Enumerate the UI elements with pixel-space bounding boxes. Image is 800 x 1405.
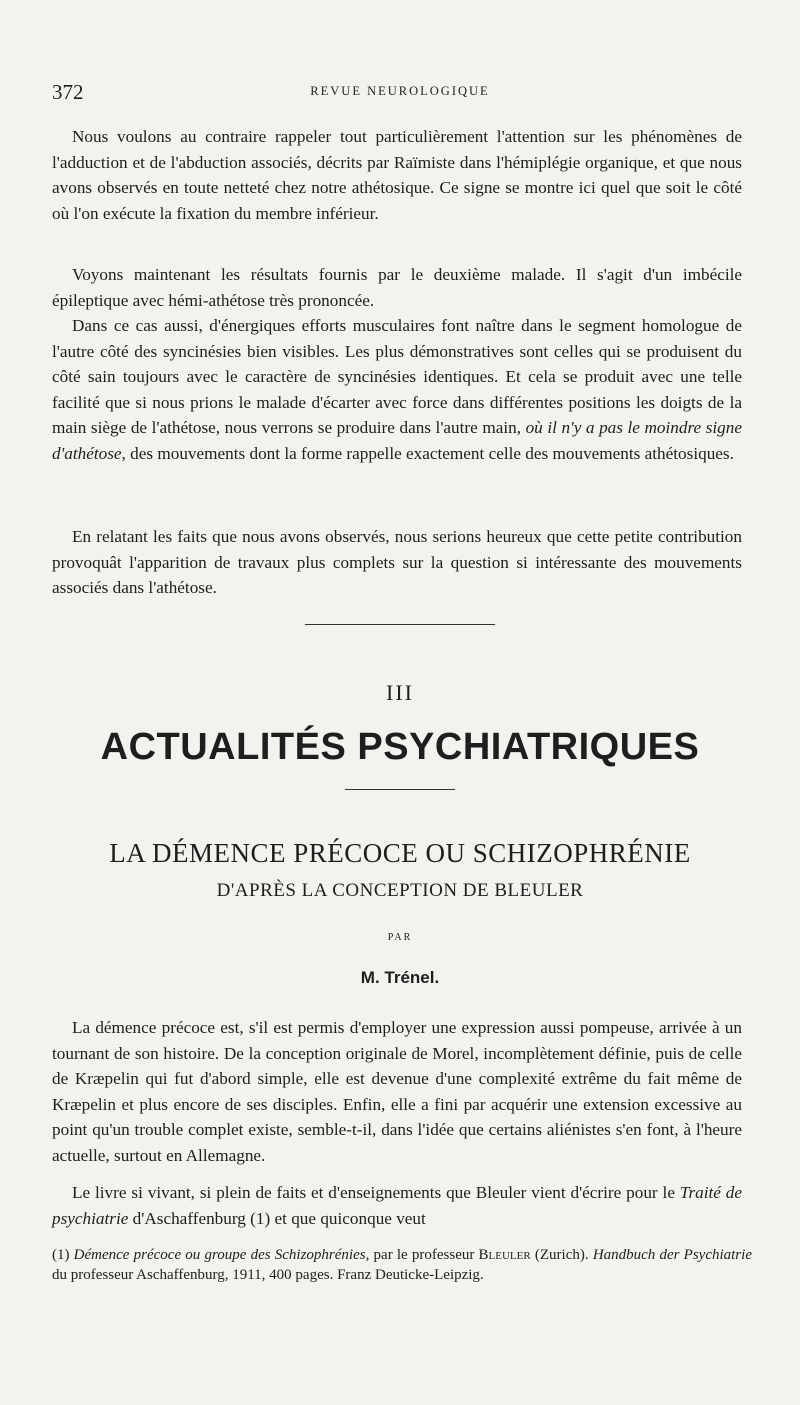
article-paragraph-bleuler-end: d'Aschaffenburg (1) et que quiconque veut: [128, 1208, 426, 1228]
footnote-number: (1): [52, 1247, 74, 1263]
title-divider: [345, 789, 455, 790]
footnote-book-title: Démence précoce ou groupe des Schizophrénies,: [73, 1247, 370, 1263]
section-title: ACTUALITÉS PSYCHIATRIQUES: [100, 726, 700, 768]
running-title: REVUE NEUROLOGIQUE: [310, 84, 490, 98]
paragraph-second-patient: Voyons maintenant les résultats fournis par le deuxième malade. Il s'agit d'un imbécile épileptique avec hémi-athétose très prononcée.: [52, 265, 742, 310]
article-author: M. Trénel.: [360, 968, 440, 987]
section-divider: [305, 624, 495, 625]
section-number: III: [386, 680, 414, 705]
paragraph-syncinesies-end: des mouvements dont la forme rappelle exactement celle des mouvements athétosiques.: [125, 443, 734, 463]
paragraph-conclusion: En relatant les faits que nous avons observés, nous serions heureux que cette petite contribution provoquât l'apparition de travaux plus complets sur la question si intéressante des mouvements associés dans l'athétose.: [52, 527, 742, 597]
page-header: [52, 80, 748, 106]
article-paragraph-bleuler: [52, 1180, 742, 1231]
article-paragraph-intro: La démence précoce est, s'il est permis d'employer une expression aussi pompeuse, arrivée à un tournant de son histoire. De la conception originale de Morel, incomplètement définie, puis de celle de Kræpelin qui fut d'abord simple, elle est devenue d'une complexité extrême du fait même de Kræpelin et plus encore de ses disciples. Enfin, elle a fini par acquérir une extension excessive au point qu'un trouble complet existe, semble-t-il, dans l'idée que certains aliénistes s'en font, à l'heure actuelle, surtout en Allemagne.: [52, 1018, 742, 1165]
article-subtitle: D'APRÈS LA CONCEPTION DE BLEULER: [216, 880, 584, 901]
paragraph-adduction: Nous voulons au contraire rappeler tout particulièrement l'attention sur les phénomènes de l'adduction et de l'abduction associés, décrits par Raïmiste dans l'hémiplégie organique, et que nous avons observés en toute netteté chez notre athétosique. Ce signe se montre ici quel que soit le côté où l'on exécute la fixation du membre inférieur.: [52, 127, 742, 223]
footnote-text-2: (Zurich).: [530, 1247, 593, 1263]
paragraph-syncinesies-italic: où il n'y a pas le moindre signe d'athétose,: [52, 418, 742, 463]
footnote-handbook-title: Handbuch der Psychiatrie: [592, 1247, 752, 1263]
paragraph-syncinesies: [52, 313, 742, 466]
article-paragraph-bleuler-start: Le livre si vivant, si plein de faits et d'enseignements que Bleuler vient d'écrire pour le: [72, 1183, 680, 1202]
article-title: LA DÉMENCE PRÉCOCE OU SCHIZOPHRÉNIE: [109, 838, 691, 868]
byline-par: PAR: [387, 932, 413, 943]
footnote: [52, 1245, 752, 1285]
footnote-text-3: du professeur Aschaffenburg, 1911, 400 pages. Franz Deuticke-Leipzig.: [52, 1267, 484, 1283]
article-paragraph-bleuler-italic: Traité de psychiatrie: [52, 1183, 743, 1228]
page-number: 372: [52, 80, 84, 104]
footnote-author: Bleuler: [478, 1247, 531, 1263]
footnote-text-1: par le professeur: [369, 1247, 479, 1263]
paragraph-syncinesies-start: Dans ce cas aussi, d'énergiques efforts musculaires font naître dans le segment homologue de l'autre côté des syncinésies bien visibles. Les plus démonstratives sont celles qui se produisent du côté sain toujours avec le caractère de syncinésies identiques. Et cela se produit avec une telle facilité que si nous prions le malade d'écarter avec force dans différentes positions les doigts de la main siège de l'athétose, nous verrons se produire dans l'autre main,: [52, 316, 742, 437]
